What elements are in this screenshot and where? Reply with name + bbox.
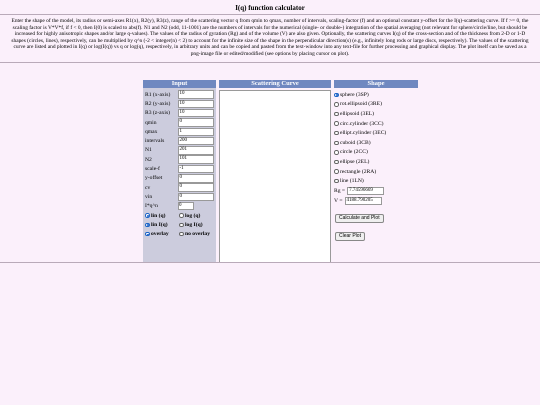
radio-button[interactable]: [334, 112, 339, 117]
field-input[interactable]: 0: [178, 174, 215, 183]
field-input[interactable]: 1: [178, 128, 215, 137]
field-label: N2: [145, 156, 152, 163]
radio-button[interactable]: [145, 223, 150, 228]
shape-option[interactable]: [334, 148, 418, 158]
radio-label: log I(q): [185, 221, 203, 228]
volume-output-label: V =: [334, 197, 343, 204]
field-input[interactable]: 0: [178, 118, 215, 127]
input-panel: [143, 80, 216, 263]
radio-label: no overlay: [185, 231, 211, 238]
radio-button[interactable]: [334, 102, 339, 107]
shape-header: Shape: [334, 80, 418, 88]
radio-button[interactable]: [179, 232, 184, 237]
radio-button[interactable]: [334, 160, 339, 165]
shape-option[interactable]: [334, 176, 418, 186]
radio-option[interactable]: [145, 231, 179, 237]
radio-button[interactable]: [179, 213, 184, 218]
rg-output-row: [334, 186, 418, 196]
input-row: [145, 127, 214, 136]
field-label: vin: [145, 193, 153, 200]
shape-option-label: ellipse (2EL): [340, 158, 370, 165]
field-label: y-offset: [145, 175, 163, 182]
input-row: [145, 183, 214, 192]
shape-option-label: rot.ellipsoid (3RE): [340, 101, 382, 108]
radio-button[interactable]: [334, 150, 339, 155]
input-row: [145, 99, 214, 108]
rg-output-label: Rg =: [334, 187, 346, 194]
radio-option[interactable]: [179, 231, 213, 237]
radio-button[interactable]: [145, 213, 150, 218]
field-input[interactable]: 200: [178, 137, 215, 146]
shape-option-label: line (1LN): [340, 178, 364, 185]
shape-option[interactable]: [334, 138, 418, 148]
input-row: [145, 192, 214, 201]
page-title: I(q) function calculator: [235, 4, 305, 12]
clear-plot-button[interactable]: Clear Plot: [335, 232, 365, 241]
shape-option[interactable]: [334, 167, 418, 177]
divider: [0, 262, 540, 263]
field-input[interactable]: 10: [178, 109, 215, 118]
radio-row: [145, 211, 214, 220]
calculate-and-plot-button[interactable]: Calculate and Plot: [335, 214, 384, 223]
shape-option[interactable]: [334, 119, 418, 129]
radio-button[interactable]: [334, 141, 339, 146]
radio-label: log (q): [185, 212, 201, 219]
radio-option[interactable]: [145, 222, 179, 228]
shape-option-label: cuboid (3CB): [340, 139, 371, 146]
field-label: qmax: [145, 128, 158, 135]
field-input[interactable]: 0: [178, 183, 215, 192]
shape-option-label: rectangle (2RA): [340, 168, 377, 175]
field-label: cv: [145, 184, 151, 191]
input-header: Input: [143, 80, 216, 88]
radio-row: [145, 229, 214, 238]
qn-label: I*q^n: [145, 203, 158, 210]
volume-output[interactable]: 4188.790205: [345, 197, 382, 206]
volume-output-row: [334, 196, 418, 206]
scattering-curve-textarea[interactable]: [219, 90, 331, 263]
radio-option[interactable]: [179, 213, 213, 219]
rg-output[interactable]: 7.74596669: [347, 187, 384, 196]
shape-option-label: ellipt.cylinder (3EC): [340, 130, 387, 137]
shape-panel: [334, 80, 418, 263]
field-input[interactable]: 101: [178, 155, 215, 164]
shape-option[interactable]: [334, 100, 418, 110]
calculator-form: [143, 80, 418, 263]
input-row: [145, 118, 214, 127]
input-row: [145, 90, 214, 99]
shape-option[interactable]: [334, 128, 418, 138]
shape-option[interactable]: [334, 157, 418, 167]
radio-label: lin I(q): [151, 221, 168, 228]
radio-button[interactable]: [334, 121, 339, 126]
input-row: [145, 109, 214, 118]
shape-option-label: sphere (3SP): [340, 91, 369, 98]
radio-button[interactable]: [334, 131, 339, 136]
field-label: intervals: [145, 138, 165, 145]
field-label: qmin: [145, 119, 157, 126]
field-input[interactable]: 0: [178, 193, 215, 202]
radio-button[interactable]: [334, 179, 339, 184]
field-input[interactable]: -1: [178, 165, 215, 174]
input-row: [145, 155, 214, 164]
radio-option[interactable]: [145, 213, 179, 219]
field-label: R1 (x-axis): [145, 91, 171, 98]
radio-option[interactable]: [179, 222, 213, 228]
input-row: [145, 164, 214, 173]
radio-row: [145, 220, 214, 229]
input-row: [145, 136, 214, 145]
shape-option-label: ellipsoid (3EL): [340, 110, 375, 117]
scattering-curve-panel: [219, 80, 331, 263]
divider: [0, 62, 540, 63]
field-input[interactable]: 10: [178, 100, 215, 109]
radio-button[interactable]: [145, 232, 150, 237]
input-row: [145, 146, 214, 155]
shape-option[interactable]: [334, 90, 418, 100]
scattering-curve-header: Scattering Curve: [219, 80, 331, 88]
qn-row: [145, 202, 214, 211]
shape-option-label: circ.cylinder (3CC): [340, 120, 384, 127]
qn-select[interactable]: 0: [178, 202, 194, 210]
input-row: [145, 174, 214, 183]
field-input[interactable]: 201: [178, 146, 215, 155]
radio-button[interactable]: [334, 169, 339, 174]
radio-button[interactable]: [179, 223, 184, 228]
field-label: R3 (z-axis): [145, 110, 171, 117]
field-label: R2 (y-axis): [145, 100, 171, 107]
shape-option[interactable]: [334, 109, 418, 119]
radio-button[interactable]: [334, 93, 339, 98]
radio-label: lin (q): [151, 212, 166, 219]
description-text: Enter the shape of the model, its radius or semi-axes R1(x), R2(y), R3(z), range of the scattering vector q from qmin to qmax, number of intervals, scaling-factor (f) and an optional constant y-offset for the I(q)-scattering curve. If f >= 0, the scaling factor is V*V*f, if f < 0, then I(0) is scaled to abs(f). N1 and N2 (odd, 11-1001) are the numbers of intervals for the numerical (single- or double-) integration of the spatial averaging (not relevant for sphere/circle/line, but should be increased for highly anisotropic shapes and/or large q-values). The values of the radius of gyration (Rg) and of the volume (V) are also given. Optionally, the scattering curves I(q) of the cross-section and of the thickness from 2-D or 1-D shapes (circles, lines), respectively, can be multiplied by q^n (-2 < integer(n) < 2) to account for the infinite size of the shape in the perpendicular direction(s) (e.g., infinitely long rods or large discs, respectively). The values of the scattering curve are listed and plotted in I(q) or log(I(q)) vs q or log(q), respectively, in arbitrary units and can be copied and pasted from the text-window into any text-file for further processing and graphical display. The plot itself can be saved as a png-image file or edited/modified (see options by placing cursor on plot).: [11, 18, 529, 57]
field-input[interactable]: 10: [178, 90, 215, 99]
field-label: scale-f: [145, 166, 160, 173]
shape-option-label: circle (2CC): [340, 149, 368, 156]
field-label: N1: [145, 147, 152, 154]
radio-label: overlay: [151, 231, 169, 238]
